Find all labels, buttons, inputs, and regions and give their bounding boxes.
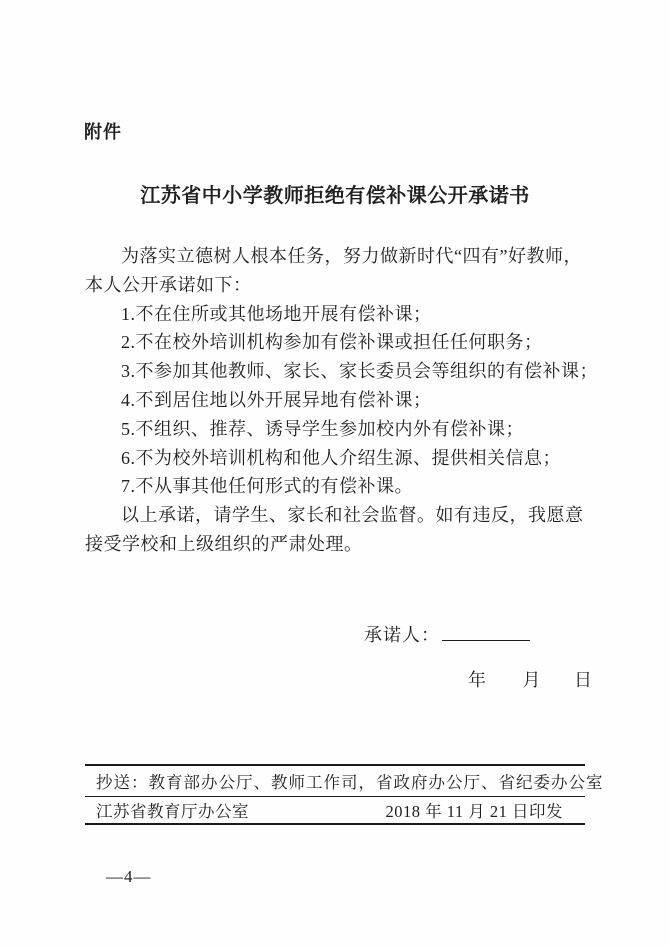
signature-row [364,621,530,647]
date-row [468,666,592,692]
signature-label: 承诺人： [364,625,440,645]
cc-row [85,766,604,797]
body-line: 1.不在住所或其他场地开展有偿补课； [121,303,432,324]
attachment-label: 附件 [84,122,122,142]
document-body [85,242,598,559]
body-line: 5.不组织、推荐、诱导学生参加校内外有偿补课； [121,418,524,439]
issuer-name: 江苏省教育厅办公室 [96,802,249,821]
page-number: —4— [106,867,152,886]
body-line: 为落实立德树人根本任务，努力做新时代“四有”好教师， [121,246,582,266]
signature-blank-line [442,622,530,641]
body-line: 接受学校和上级组织的严肃处理。 [85,533,363,554]
body-line: 以上承诺，请学生、家长和社会监督。如有违反，我愿意 [121,505,584,526]
body-line: 本人公开承诺如下： [85,274,252,295]
date-year-label: 年 [468,670,486,690]
date-day-label: 日 [574,670,592,690]
cc-line: 抄送：教育部办公厅、教师工作司，省政府办公厅、省纪委办公室 [96,773,604,792]
footer-rules-block [85,764,604,825]
body-line: 7.不从事其他任何形式的有偿补课。 [121,476,413,497]
print-date: 2018 年 11 月 21 日印发 [385,802,563,821]
document-title: 江苏省中小学教师拒绝有偿补课公开承诺书 [140,185,530,207]
body-line: 4.不到居住地以外开展异地有偿补课； [121,389,432,410]
date-month-label: 月 [522,670,541,690]
body-line: 3.不参加其他教师、家长、家长委员会等组织的有偿补课； [121,361,598,382]
body-line: 6.不为校外培训机构和他人介绍生源、提供相关信息； [121,447,561,468]
body-line: 2.不在校外培训机构参加有偿补课或担任任何职务； [121,332,543,353]
issuer-row [85,797,585,823]
